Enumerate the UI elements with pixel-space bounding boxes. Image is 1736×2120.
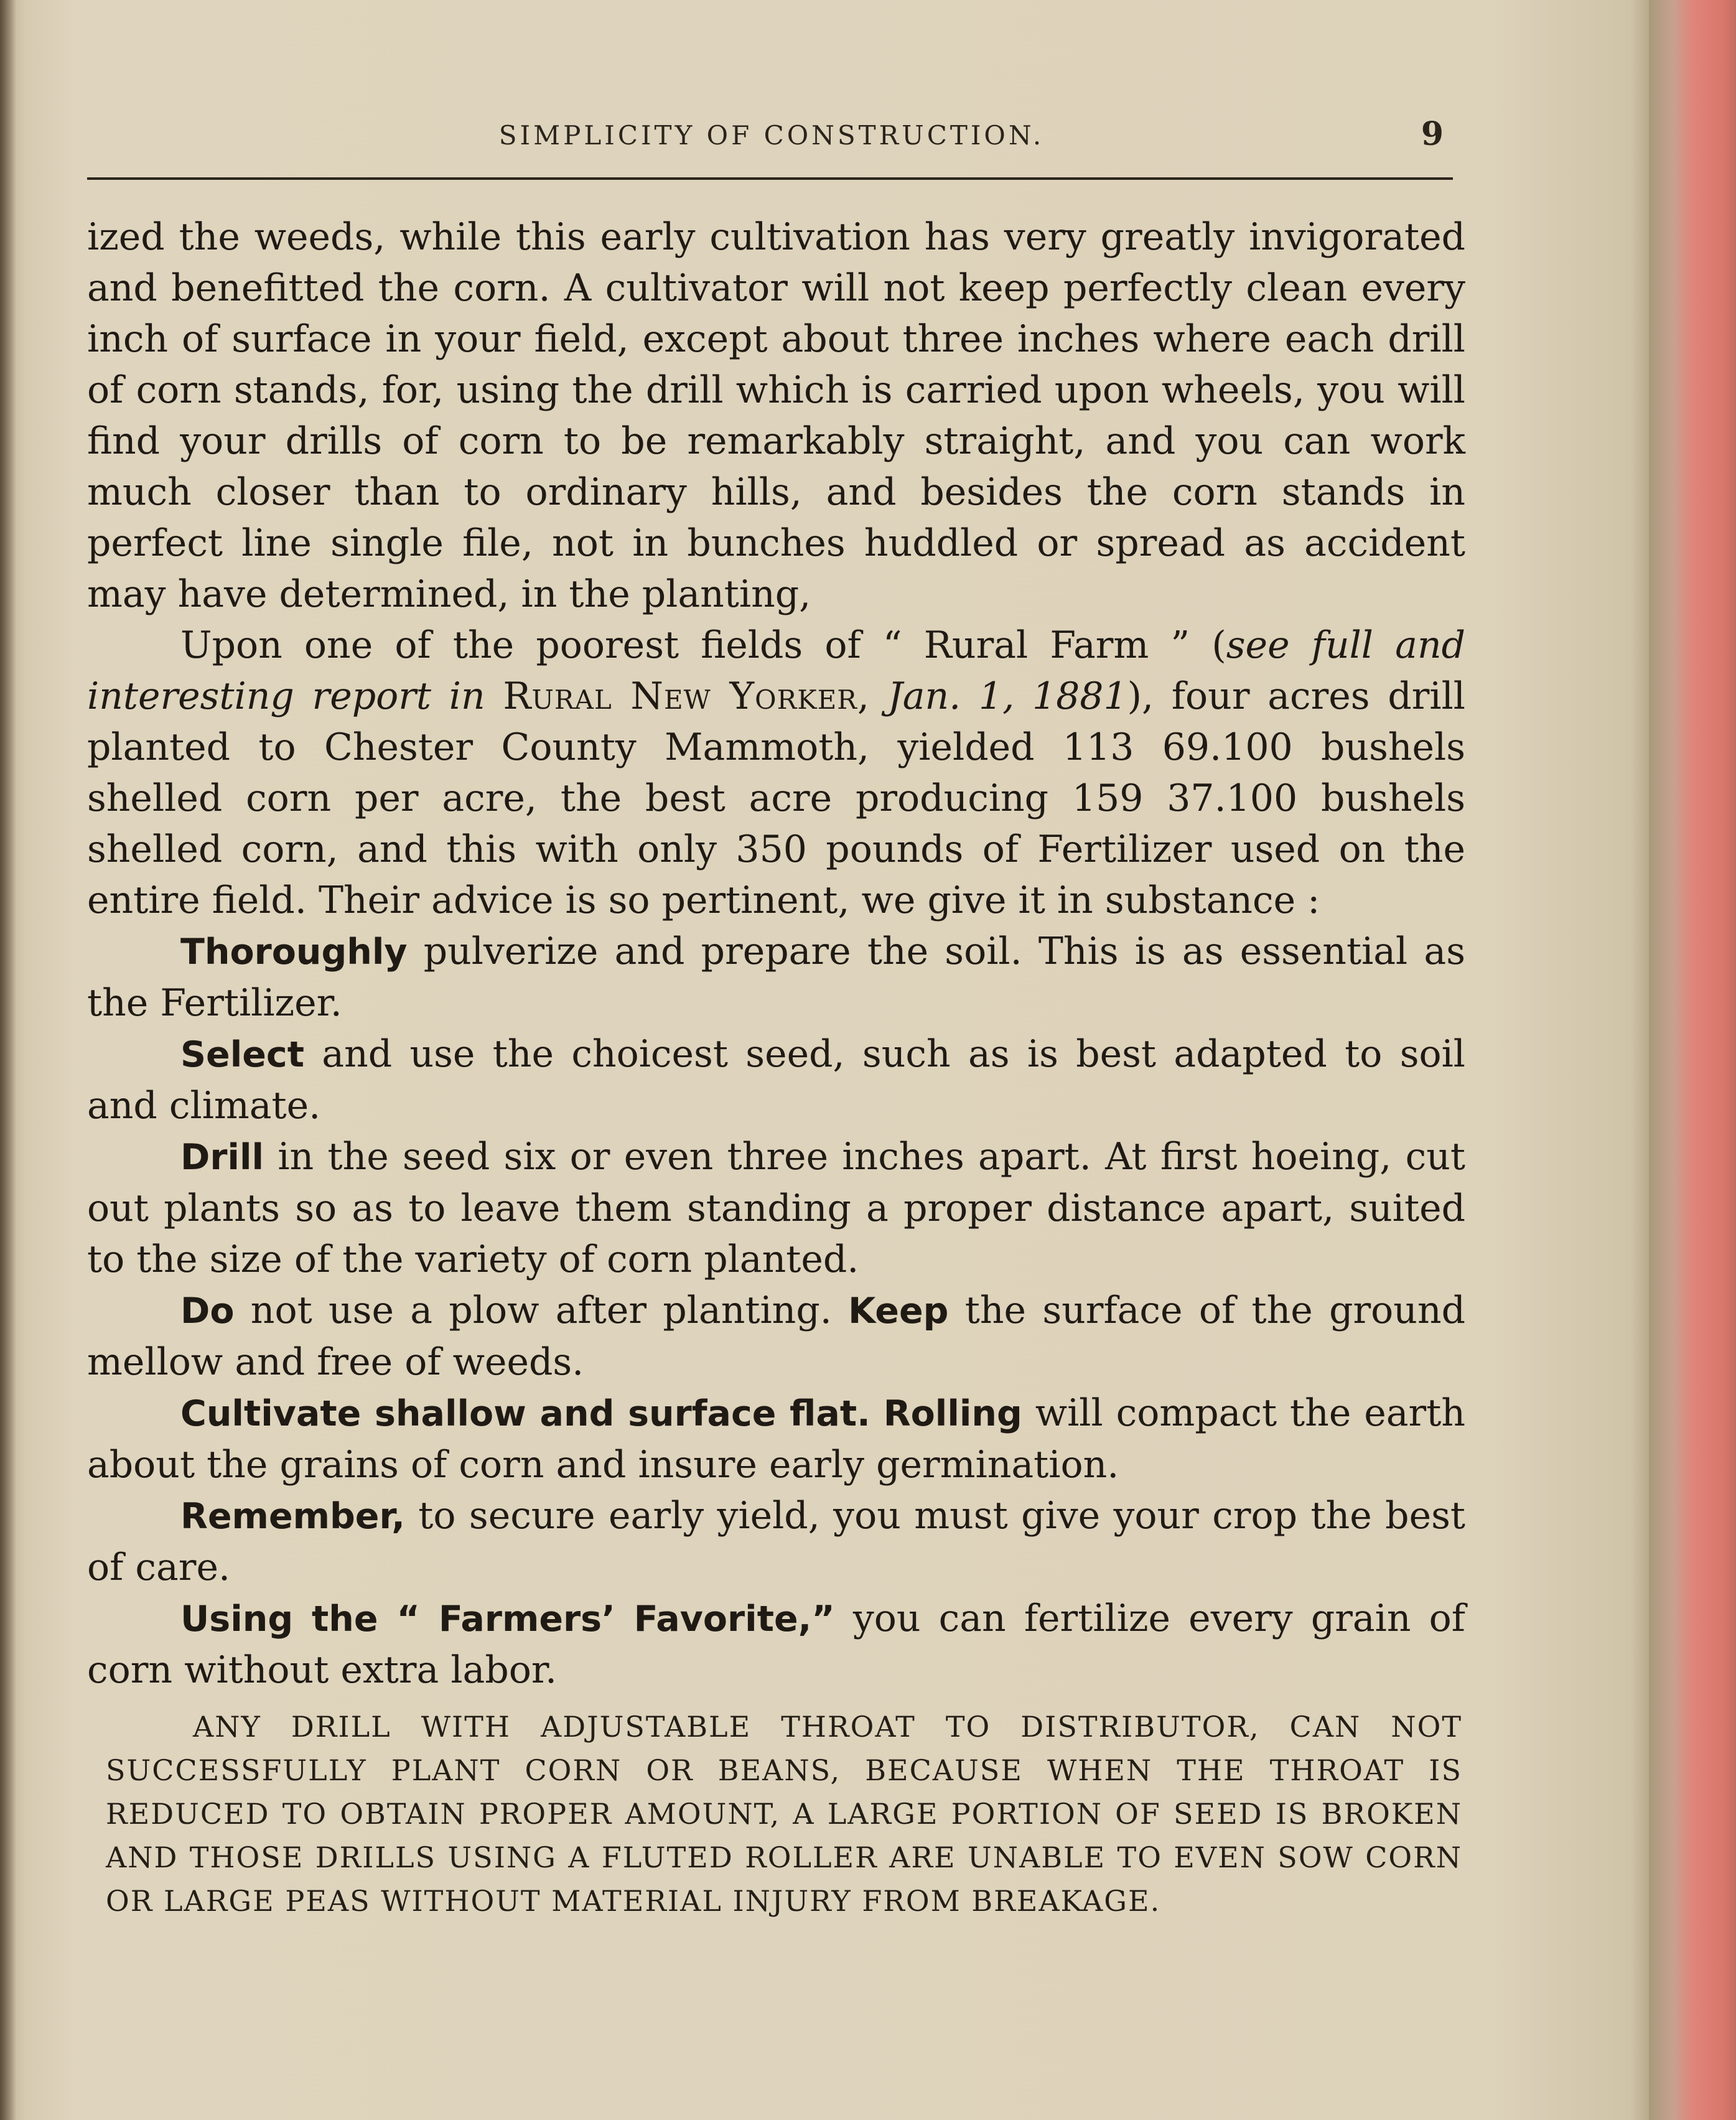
tip-keyword: Thoroughly [180, 932, 408, 973]
tip-spacer [870, 1391, 884, 1435]
tip-text: will compact the earth about the grains of corn and insure early germination. [87, 1391, 1465, 1487]
closing-note [106, 1705, 1462, 1923]
tip-text: pulverize and prepare the soil. This is as essential as the Fertilizer. [87, 930, 1465, 1025]
rural-farm-date: Jan. 1, 1881 [887, 675, 1127, 718]
tip-farmers-favorite [87, 1593, 1465, 1696]
tip-cultivate [87, 1388, 1465, 1490]
tip-text: and use the choicest seed, such as is best adapted to soil and climate. [87, 1032, 1465, 1128]
tip-remember [87, 1490, 1465, 1593]
spine-shadow [0, 0, 16, 2120]
rural-farm-italic-1: see full and interesting report in [87, 623, 1465, 718]
rural-farm-results: ), four acres drill planted to Chester County Mammoth, yielded 113 69.100 bushels shelled corn per acre, the best acre producing 159 37.100 bushels shelled corn, and this with only 350 pounds of Fertilizer used on the entire field. Their advice is so pertinent, we give it in substance : [87, 675, 1465, 922]
page-header [87, 115, 1456, 159]
body-text [87, 212, 1465, 1696]
closing-note-text: ANY DRILL WITH ADJUSTABLE THROAT TO DISTRIBUTOR, CAN NOT SUCCESSFULLY PLANT CORN OR BEANS, BECAUSE WHEN THE THROAT IS REDUCED TO OBTAIN PROPER AMOUNT, A LARGE PORTION OF SEED IS BROKEN AND THOSE DRILLS USING A FLUTED ROLLER ARE UNABLE TO EVEN SOW CORN OR LARGE PEAS WITHOUT MATERIAL INJURY FROM BREAKAGE. [106, 1710, 1462, 1918]
tip-keyword: Drill [180, 1137, 264, 1178]
header-rule [87, 177, 1453, 180]
tip-select [87, 1029, 1465, 1131]
running-head: SIMPLICITY OF CONSTRUCTION. [498, 120, 1045, 151]
tip-text: in the seed six or even three inches apart. At first hoeing, cut out plants so as to leave them standing a proper distance apart, suited to the size of the variety of corn planted. [87, 1135, 1465, 1281]
rural-new-yorker: Rural New Yorker, [503, 675, 870, 718]
tip-keyword: Remember, [180, 1496, 405, 1537]
paragraph-rural-farm [87, 620, 1465, 926]
tip-text: you can fertilize every grain of corn without extra labor. [87, 1597, 1465, 1692]
page-edge [1649, 0, 1736, 2120]
tip-keyword: Using the “ Farmers’ Favorite,” [180, 1599, 835, 1640]
tip-keyword-cultivate: Cultivate shallow and surface flat. [180, 1393, 870, 1434]
tip-thoroughly [87, 926, 1465, 1029]
tip-text: the surface of the ground mellow and free of weeds. [87, 1289, 1465, 1384]
tip-drill [87, 1131, 1465, 1285]
paragraph-continuation: ized the weeds, while this early cultivation has very greatly invigorated and benefitted the corn. A cultivator will not keep perfectly clean every inch of surface in your field, except about three inches where each drill of corn stands, for, using the drill which is carried upon wheels, you will find your drills of corn to be remarkably straight, and you can work much closer than to ordinary hills, and besides the corn stands in perfect line single file, not in bunches huddled or spread as accident may have determined, in the planting, [87, 215, 1465, 616]
tip-text: not use a plow after planting. [234, 1289, 849, 1332]
tip-do-not-plow [87, 1285, 1465, 1388]
tip-keyword-keep: Keep [848, 1291, 949, 1332]
tip-text: to secure early yield, you must give your crop the best of care. [87, 1494, 1465, 1589]
tip-keyword: Select [180, 1034, 304, 1075]
rural-farm-intro: Upon one of the poorest fields of “ Rural Farm ” ( [180, 623, 1226, 667]
tip-keyword-rolling: Rolling [883, 1393, 1022, 1434]
page-number: 9 [1421, 115, 1444, 153]
tip-keyword-do: Do [180, 1291, 235, 1332]
